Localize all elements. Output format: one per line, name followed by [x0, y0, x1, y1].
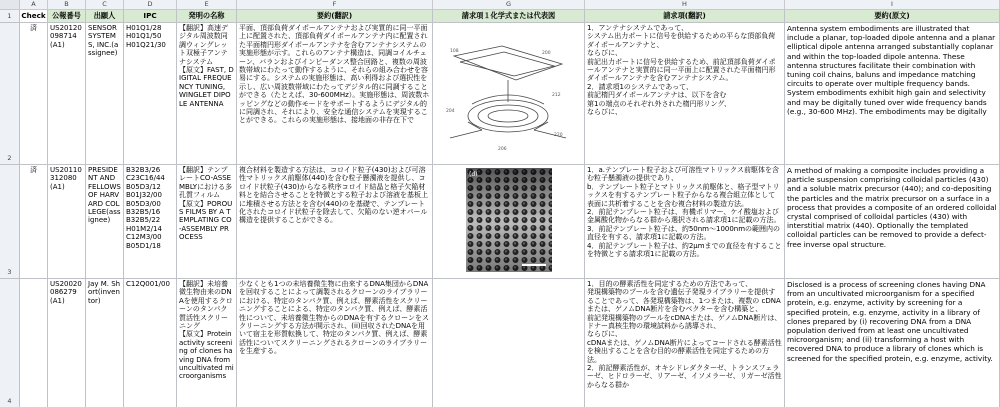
row-header-2[interactable]: 2: [0, 23, 20, 165]
column-header-g[interactable]: G: [433, 0, 585, 9]
header-summary-en[interactable]: 要約(原文): [785, 10, 1000, 23]
column-header-d[interactable]: D: [124, 0, 177, 9]
svg-text:108: 108: [449, 49, 459, 54]
cell-summary-jp[interactable]: 少なくとも1つの未培養微生物に由来するDNA集団からDNAを回収することによって調製されるクローンのライブラリーにおける、特定のタンパク質、例えば、酵素活性をスクリーニングすることによる、特定のタンパク質、例えば、酵素活性について、未培養微生物からのDNAを有するクローンをスクリーニングする方法が開示され、(ii)回収されたDNAを用いて宿主を形質転換して、特定のタンパク質、例えば、酵素活性についてスクリーニングされるクローンのライブラリーを生産する。: [237, 279, 433, 407]
cell-check[interactable]: 済: [20, 165, 48, 279]
column-header-a[interactable]: A: [20, 0, 48, 9]
cell-grid: [0, 10, 1000, 407]
column-header-f[interactable]: F: [237, 0, 433, 9]
svg-text:212: 212: [551, 93, 561, 98]
cell-claims-jp[interactable]: 1．a.テンプレート粒子および可溶性マトリックス前駆体を含む粒子懸濁液の提供であり、 b．テンプレート粒子とマトリックス前駆体と、格子型マトリックスを有するテンプレート粒子からなる複合組立体として表面に共析着することを含む複合材料の製造方法。 2．前記テンプレート粒子は、有機ポリマー、ケイ酸塩および金属酸化物からなる群から選択される請求項1に記載の方法。 3．前記テンプレート粒子は、約50nm〜1000nmの範囲内の直径を有する、請求項1に記載の方法。 4．前記テンプレート粒子は、約2μmまでの直径を有することを特徴とする請求項1に記載の方法。: [585, 165, 785, 279]
cell-ipc[interactable]: H01Q1/28 H01Q1/50 H01Q21/30: [124, 23, 177, 165]
select-all-corner[interactable]: [0, 0, 20, 9]
cell-number[interactable]: US20110312080(A1): [48, 165, 86, 279]
cell-applicant[interactable]: SENSOR SYSTEMS, INC.(assignee): [86, 23, 124, 165]
header-figure[interactable]: 請求項１化学式または代表図: [433, 10, 585, 23]
header-check[interactable]: Check: [20, 10, 48, 23]
column-header-b[interactable]: B: [48, 0, 86, 9]
cell-summary-en[interactable]: A method of making a composite includes providing a particle suspension comprising colloidal particles (430) and a soluble matrix precursor (440); and co-depositing the particles and the matrix precursor on a surface in a process that provides a composite of an ordered colloidal crystal comprised of colloidal particles (430) with interstitial matrix (440). Optionally the templated colloidal particles can be removed to provide a defect-free inverse opal structure.: [785, 165, 1000, 279]
svg-text:206: 206: [497, 147, 507, 152]
header-applicant[interactable]: 出願人: [86, 10, 124, 23]
antenna-figure-image: [442, 26, 576, 154]
column-header-c[interactable]: C: [86, 0, 124, 9]
cell-check[interactable]: [20, 279, 48, 407]
cell-summary-en[interactable]: Disclosed is a process of screening clones having DNA from an uncultivated microorganism for a specified protein, e.g. enzyme, activity by screening for a specified protein, e.g. enzyme, activity in a library of clones prepared by (i) recovering DNA from a DNA population derived from at least one uncultivated microorganism; and (ii) transforming a host with recovered DNA to produce a library of clones which is screened for the specified protein, e.g. enzyme, activity.: [785, 279, 1000, 407]
cell-figure[interactable]: [433, 279, 585, 407]
header-claims-jp[interactable]: 請求項(翻訳): [585, 10, 785, 23]
svg-text:220: 220: [553, 133, 563, 138]
cell-title[interactable]: 【翻訳】テンプレートCO-ASSEMBLYにおける多孔質フィルム 【原文】POROUS FILMS BY A TEMPLATING CO-ASSEMBLY PROCESS: [177, 165, 237, 279]
cell-summary-jp[interactable]: 複合材料を製造する方法は、コロイド粒子(430)および可溶性マトリックス前駆体(440)を含む粒子懸濁液を提供し、コロイド状粒子(430)からなる秩序コロイド結晶と格子欠陥材料とを結合させることを特徴とする粒子および溶液を基板上に堆積させる方法とを含む(440)のを基礎で、テンプレート化されたコロイド状粒子を除去して、欠陥のない逆オパール構造を提供することができる。: [237, 165, 433, 279]
svg-text:(d): (d): [468, 171, 477, 178]
cell-summary-jp[interactable]: 平面、頂部負荷ダイポールアンテナおよび実質的に同一平面上に配置された、頂部負荷ダイポールアンテナ内に配置された平面楕円形ダイポールアンテナを含むアンテナシステムの実施形態が示す。これらのアンテナ構造は、同調コイルチェーン、バランおよびインピーダンス整合回路と、複数の周波数帯域にわたって動作するように、それらの組み合わせを容易にする。システムの実施形態は、高い利得および選択性を示し、広い周波数帯域にわたってデジタル的に同調することができる（たとえば、30-600MHz）。実施形態は、周波数ホッピングなどの動作モードをサポートするようにデジタル的に同調され、それにより、安全な通信システムを実現することができる。これらの実施形態は、接地面の非存在下で: [237, 23, 433, 165]
cell-check[interactable]: 済: [20, 23, 48, 165]
svg-text:204: 204: [445, 109, 455, 114]
cell-summary-en[interactable]: Antenna system embodiments are illustrated that include a planar, top-loaded dipole antenna and a planar elliptical dipole antenna arranged substantially coplanar and within the top-loaded dipole antenna. These antenna structures facilitate their combination with tuning coil chains, baluns and impedance matching circuits to operate over multiple frequency bands. System embodiments exhibit high gain and selectivity and may be digitally tuned over wide frequency bands (e.g., 30-600 MHz). The embodiments may be digitally: [785, 23, 1000, 165]
cell-figure[interactable]: [433, 23, 585, 165]
cell-claims-jp[interactable]: 1．アンテナシステムであって、 システム出力ポートに信号を供給するための平らな頂部負荷ダイポールアンテナと、 ならびに、 前記出力ポートに信号を供給するため、前記頂部負荷ダイポールアンテナと実質的に同一平面上に配置された平面楕円形ダイポールアンテナを含むアンテナシステム。 2．請求項1のシステムであって、 前記楕円ダイポールアンテナは、以下を含む 第1の端点のそれぞれ外された楕円形リング、 ならびに、: [585, 23, 785, 165]
column-header-e[interactable]: E: [177, 0, 237, 9]
micrograph-figure-image: [466, 168, 552, 272]
cell-number[interactable]: US20020086279(A1): [48, 279, 86, 407]
column-header-bar: [0, 0, 1000, 10]
cell-claims-jp[interactable]: 1．目的の酵素活性を同定するための方法であって、 発現構築物のプールを含む遺伝子発現ライブラリーを提供することであって、各発現構築物は、1つまたは、複数の cDNAまたは、ゲノムDNA断片を含むベクターを含む構築と、 前記発現構築物のプールをcDNAまたは、ゲノムDNA断片は、ドナー真核生物の環境試料から誘導され、 ならびに、 cDNAまたは、ゲノムDNA断片によってコードされる酵素活性を検出することを含む目的の酵素活性を同定するための方法。 2．前記酵素活性が、オキシドレダクターゼ、トランスフェラーゼ、ヒドロラーゼ、リアーゼ、イソメラーゼ、リガーゼ活性からなる群か: [585, 279, 785, 407]
header-ipc[interactable]: IPC: [124, 10, 177, 23]
row-header-1[interactable]: 1: [0, 10, 20, 23]
row-header-3[interactable]: 3: [0, 165, 20, 279]
cell-applicant[interactable]: Jay M. Short(inventor): [86, 279, 124, 407]
cell-ipc[interactable]: B32B3/26 C23C16/44 B05D3/12 B01J32/00 B05D3/00 B32B5/16 B32B5/22 H01M2/14 C12M3/00 B05D1/18: [124, 165, 177, 279]
column-header-i[interactable]: I: [785, 0, 1000, 9]
cell-number[interactable]: US20120098714(A1): [48, 23, 86, 165]
cell-figure[interactable]: [433, 165, 585, 279]
cell-applicant[interactable]: PRESIDENT AND FELLOWS OF HARVARD COLLEGE(assignee): [86, 165, 124, 279]
column-header-h[interactable]: H: [585, 0, 785, 9]
row-header-4[interactable]: 4: [0, 279, 20, 407]
svg-text:200: 200: [541, 51, 551, 56]
cell-title[interactable]: 【翻訳】高速デジタル周波数同調ウィングレット双極子アンテナシステム 【原文】FAST, DIGITAL FREQUENCY TUNING, WINGLET DIPOLE ANTENNA: [177, 23, 237, 165]
header-title[interactable]: 発明の名称: [177, 10, 237, 23]
cell-title[interactable]: 【翻訳】未培養微生物由来のDNAを使用するクローンのタンパク質活性スクリーニング 【原文】Protein activity screening of clones having DNA from uncultivated microorganisms: [177, 279, 237, 407]
cell-ipc[interactable]: C12Q001/00: [124, 279, 177, 407]
header-number[interactable]: 公報番号: [48, 10, 86, 23]
header-summary-jp[interactable]: 要約(翻訳): [237, 10, 433, 23]
